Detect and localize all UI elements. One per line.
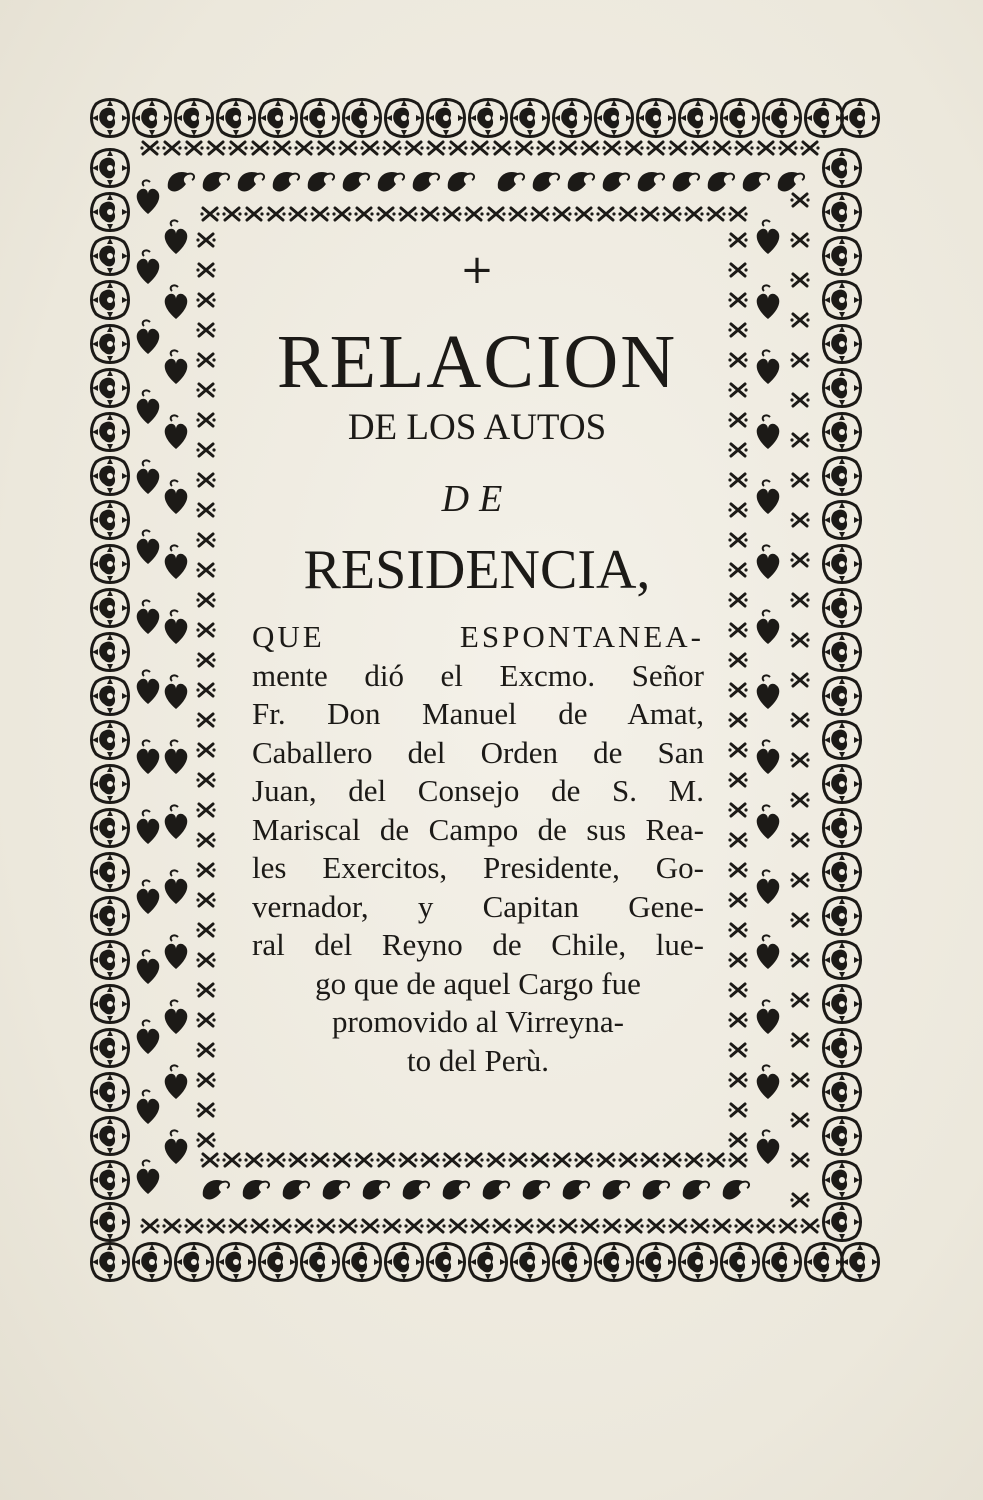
border-x-chain-bottom (140, 1220, 819, 1232)
body-line: ral del Reyno de Chile, lue- (252, 927, 704, 962)
border-left-floral (92, 150, 129, 1241)
subtitle-de: DE (441, 478, 513, 520)
heading-residencia: RESIDENCIA, (303, 539, 651, 601)
body-text (252, 618, 704, 1080)
border-bottom-floral (92, 1244, 879, 1281)
body-line: QUE ESPONTANEA- (252, 619, 704, 654)
body-line: les Exercitos, Presidente, Go- (252, 850, 704, 885)
border-top-floral (92, 100, 879, 137)
border-heart-column-right (757, 220, 780, 1164)
border-heart-column-left (165, 220, 188, 1164)
body-line: Mariscal de Campo de sus Rea- (252, 811, 704, 847)
border-x-chain-outer-right (790, 194, 809, 1206)
body-line: to del Perù. (406, 1042, 550, 1078)
body-line: vernador, y Capitan Gene- (252, 888, 704, 924)
body-line: Juan, del Consejo de S. M. (252, 773, 704, 808)
border-x-chain-right (728, 234, 747, 1146)
border-right-floral (824, 150, 861, 1241)
border-x-chain-inner-top (200, 208, 747, 220)
body-line: promovido al Virreyna- (332, 1004, 624, 1039)
border-x-chain-left (196, 234, 215, 1146)
border-leaf-row-bottom (203, 1180, 749, 1200)
cross-ornament-icon: + (460, 247, 494, 293)
body-line: go que de aquel Cargo fue (315, 965, 641, 1001)
border-x-chain-top (140, 142, 819, 154)
body-line: Fr. Don Manuel de Amat, (252, 696, 704, 731)
border-x-chain-inner-bottom (200, 1154, 747, 1166)
body-line: mente dió el Excmo. Señor (252, 657, 704, 693)
border-leaf-row-top (168, 172, 804, 192)
title: RELACION (276, 320, 678, 404)
body-line: Caballero del Orden de San (252, 734, 704, 770)
title-page-text (232, 230, 722, 1150)
subtitle: DE LOS AUTOS (347, 407, 607, 448)
border-heart-column-left-outer (137, 180, 160, 1194)
